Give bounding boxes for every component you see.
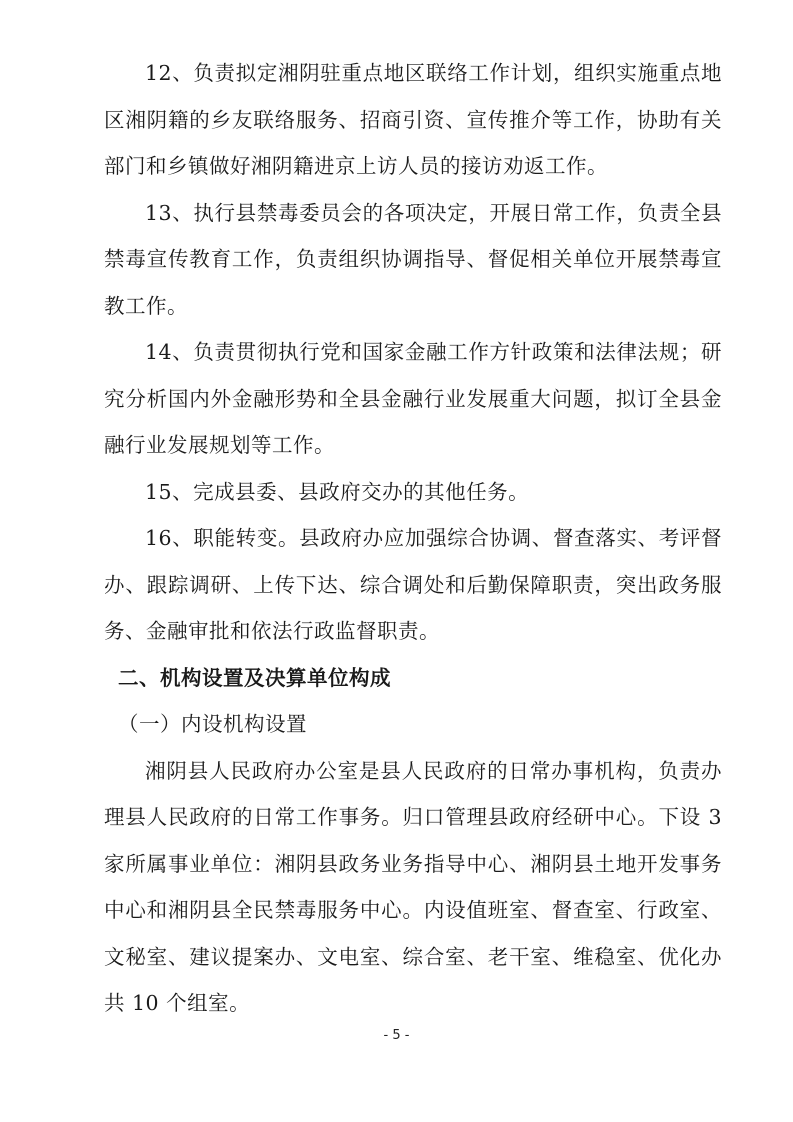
document-body bbox=[104, 50, 722, 1027]
subsection-heading: （一）内设机构设置 bbox=[118, 712, 307, 736]
institution-paragraph: 湘阴县人民政府办公室是县人民政府的日常办事机构，负责办理县人民政府的日常工作事务。归口管理县政府经研中心。下设 3 家所属事业单位：湘阴县政务业务指导中心、湘阴县土地开发事务中心和湘阴县全民禁毒服务中心。内设值班室、督查室、行政室、文秘室、建议提案办、文电室、综合室、老干室、维稳室、优化办共 10 个组室。 bbox=[104, 758, 722, 1015]
paragraph-item-16: 16、职能转变。县政府办应加强综合协调、督查落实、考评督办、跟踪调研、上传下达、综合调处和后勤保障职责，突出政务服务、金融审批和依法行政监督职责。 bbox=[104, 526, 722, 643]
paragraph-item-15: 15、完成县委、县政府交办的其他任务。 bbox=[145, 479, 530, 504]
paragraph-item-14: 14、负责贯彻执行党和国家金融工作方针政策和法律法规；研究分析国内外金融形势和全县金融行业发展重大问题，拟订全县金融行业发展规划等工作。 bbox=[104, 340, 722, 457]
page-number: - 5 - bbox=[383, 1028, 410, 1043]
section-heading: 二、机构设置及决算单位构成 bbox=[118, 665, 391, 690]
paragraph-item-13: 13、执行县禁毒委员会的各项决定，开展日常工作，负责全县禁毒宣传教育工作，负责组织协调指导、督促相关单位开展禁毒宣教工作。 bbox=[104, 200, 722, 318]
paragraph-item-12: 12、负责拟定湘阴驻重点地区联络工作计划，组织实施重点地区湘阴籍的乡友联络服务、招商引资、宣传推介等工作，协助有关部门和乡镇做好湘阴籍进京上访人员的接访劝返工作。 bbox=[104, 61, 722, 178]
